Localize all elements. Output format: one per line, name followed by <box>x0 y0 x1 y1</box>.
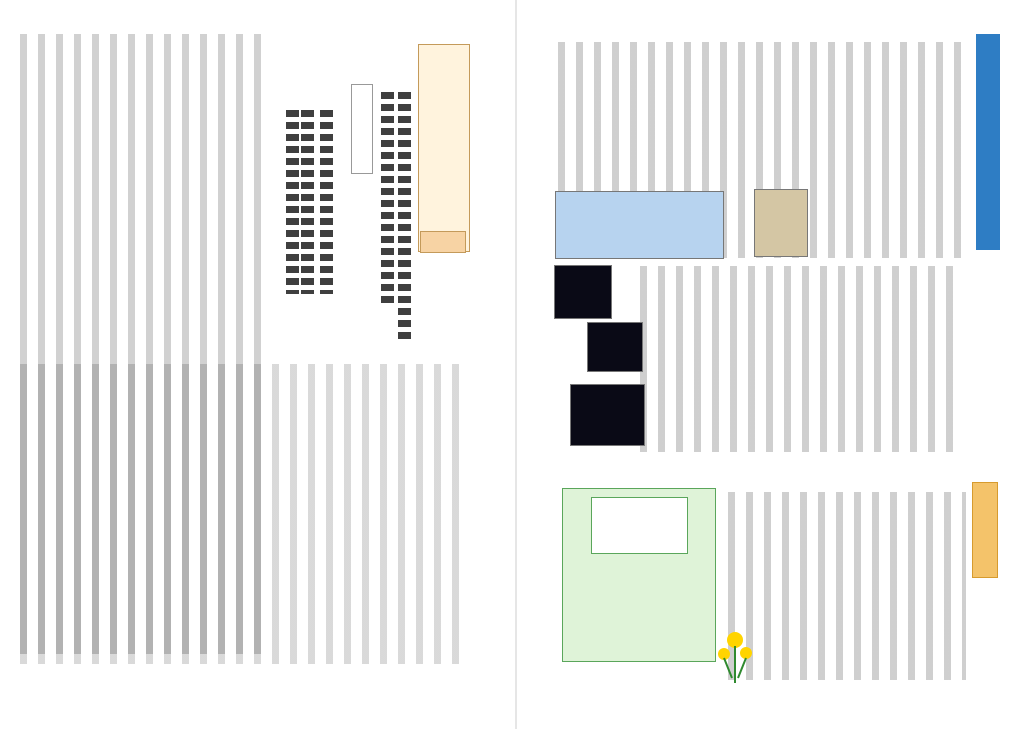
text-line <box>381 92 394 304</box>
photo-group <box>555 191 724 259</box>
text-line <box>398 92 411 344</box>
page-fold <box>515 0 517 729</box>
photo-group-2 <box>754 189 808 257</box>
firework-photo-2 <box>587 322 643 372</box>
masthead <box>418 44 470 252</box>
article-heading-box <box>351 84 373 174</box>
text-line <box>286 110 299 294</box>
text-line <box>301 110 314 294</box>
issue-box <box>420 231 466 253</box>
flower-illustration <box>715 628 755 684</box>
firework-photo-1 <box>554 265 612 319</box>
firework-photo-3 <box>570 384 645 446</box>
top-banner <box>976 34 1000 250</box>
notice-box <box>972 482 998 578</box>
left-middle-grid <box>20 364 470 664</box>
company-box-inner <box>591 497 688 554</box>
text-line <box>320 110 333 294</box>
right-lower-grid <box>728 492 966 680</box>
right-mid-grid <box>640 266 960 452</box>
